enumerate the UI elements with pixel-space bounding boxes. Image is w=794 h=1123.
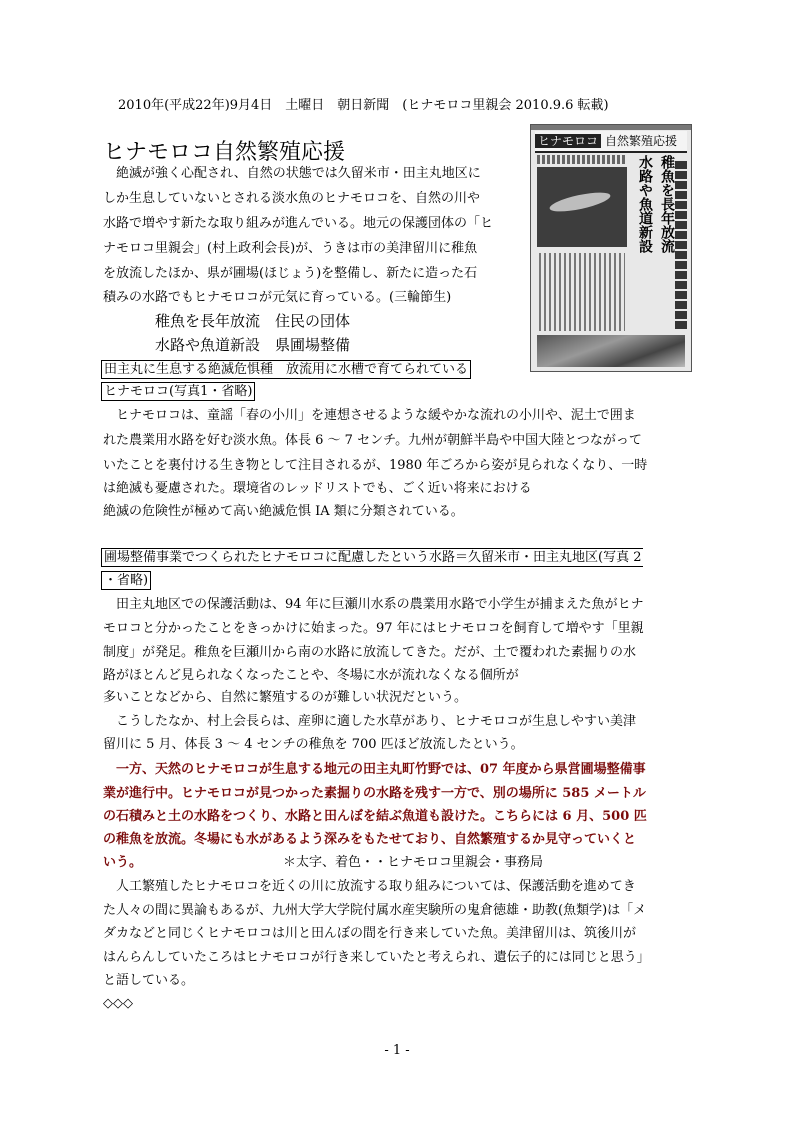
photo-caption-1b: ヒナモロコ(写真1・省略) (101, 382, 255, 401)
clipping-waterway-photo (537, 335, 685, 367)
clipping-banner-b: 自然繁殖応援 (605, 134, 678, 148)
para2-line: 制度」が発足。稚魚を巨瀬川から南の水路に放流してきた。だが、土で覆われた素掘りの水 (103, 645, 637, 660)
clipping-caption (537, 155, 627, 164)
end-mark: ◇◇◇ (103, 996, 133, 1011)
para1-line: いたことを裏付ける生き物として注目されるが、1980 年ごろから姿が見られなくなり、一時 (103, 458, 648, 473)
para1-line: は絶滅も憂慮された。環境省のレッドリストでも、ごく近い将来における (103, 481, 532, 496)
clipping-body-text (539, 253, 625, 331)
para3-line: はんらんしていたころはヒナモロコが行き来していたと考えられ、遺伝子的には同じと思う」 (103, 950, 650, 965)
para2-line: 路がほとんど見られなくなったことや、冬場に水が流れなくなる個所が (103, 668, 519, 683)
para3-line: 人工繁殖したヒナモロコを近くの川に放流する取り組みについては、保護活動を進めてき (103, 879, 636, 894)
para1-line: 絶滅の危険性が極めて高い絶滅危惧 IA 類に分類されている。 (103, 504, 464, 519)
article-title: ヒナモロコ自然繁殖応援 (103, 140, 346, 165)
header-line: 2010年(平成22年)9月4日 土曜日 朝日新聞 (ヒナモロコ里親会 2010.9.6 転載) (118, 98, 609, 113)
subhead-2: 水路や魚道新設 県圃場整備 (155, 336, 351, 354)
photo-caption-2: 圃場整備事業でつくられたヒナモロコに配慮したという水路＝久留米市・田主丸地区(写真 2 (101, 548, 643, 567)
para3-line: と語している。 (103, 973, 195, 988)
para3-line: ダカなどと同じくヒナモロコは川と田んぼの間を行き来していた魚。美津留川は、筑後川が (103, 926, 637, 941)
clipping-banner-a: ヒナモロコ (535, 134, 601, 148)
para2-line: 留川に 5 月、体長 3 ～ 4 センチの稚魚を 700 匹ほど放流したという。 (103, 737, 524, 752)
para3-line: た人々の間に異論もあるが、九州大学大学院付属水産実験所の鬼倉徳雄・助教(魚類学)は「メ (103, 903, 647, 918)
highlight-line: 業が進行中。ヒナモロコが見つかった素掘りの水路を残す一方で、別の場所に 585 メートル (103, 786, 646, 801)
editor-note: ＊太字、着色・・ヒナモロコ里親会・事務局 (283, 855, 544, 870)
lead-line: 絶滅が強く心配され、自然の状態では久留米市・田主丸地区に (103, 166, 481, 181)
subhead-1: 稚魚を長年放流 住民の団体 (155, 312, 351, 330)
para2-line: こうしたなか、村上会長らは、産卵に適した水草があり、ヒナモロコが生息しやすい美津 (103, 714, 637, 729)
clipping-head-1: 稚魚を長年放流 (659, 155, 675, 253)
para2-line: モロコと分かったことをきっかけに始まった。97 年にはヒナモロコを飼育して増やす「里親 (103, 621, 644, 636)
highlight-line: 一方、天然のヒナモロコが生息する地元の田主丸町竹野では、07 年度から県営圃場整備事 (103, 762, 646, 777)
clipping-banner (535, 131, 687, 153)
highlight-line: の稚魚を放流。冬場にも水があるよう深みをもたせており、自然繁殖するか見守っていくと (103, 832, 637, 847)
clipping-head-2: 水路や魚道新設 (637, 155, 653, 253)
newspaper-clipping-image (530, 124, 692, 372)
photo-caption-2b: ・省略) (101, 571, 151, 590)
lead-line: を放流したほか、県が圃場(ほじょう)を整備し、新たに造った石 (103, 266, 478, 281)
clipping-top-bar (531, 125, 691, 130)
clipping-column (675, 159, 687, 329)
lead-line: 水路で増やす新たな取り組みが進んでいる。地元の保護団体の「ヒ (103, 216, 494, 231)
lead-line: 積みの水路でもヒナモロコが元気に育っている。(三輪節生) (103, 290, 452, 305)
highlight-line: いう。 (103, 855, 143, 870)
para1-line: ヒナモロコは、童謡「春の小川」を連想させるような緩やかな流れの小川や、泥土で囲ま (103, 408, 636, 423)
lead-line: ナモロコ里親会」(村上政利会長)が、うきは市の美津留川に稚魚 (103, 241, 478, 256)
photo-caption-1: 田主丸に生息する絶滅危惧種 放流用に水槽で育てられている (101, 360, 471, 379)
para1-line: れた農業用水路を好む淡水魚。体長 6 ～ 7 センチ。九州が朝鮮半島や中国大陸とつながって (103, 433, 642, 448)
para2-line: 多いことなどから、自然に繁殖するのが難しい状況だという。 (103, 690, 468, 705)
para2-line: 田主丸地区での保護活動は、94 年に巨瀬川水系の農業用水路で小学生が捕まえた魚がヒナ (103, 597, 644, 612)
highlight-line: の石積みと土の水路をつくり、水路と田んぼを結ぶ魚道も設けた。こちらには 6 月、500 匹 (103, 809, 647, 824)
page-number: - 1 - (384, 1043, 410, 1058)
lead-line: しか生息していないとされる淡水魚のヒナモロコを、自然の川や (103, 191, 481, 206)
